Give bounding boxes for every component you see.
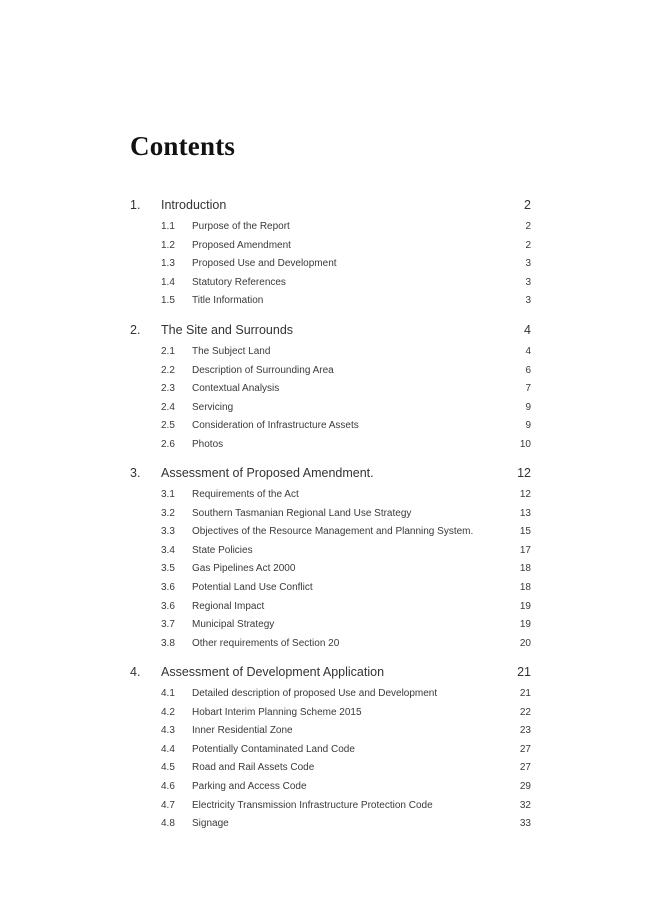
entry-page: 19: [519, 600, 531, 612]
entry-number: 4.8: [161, 818, 175, 830]
entry-number: 4.6: [161, 781, 175, 792]
section-number: 4.: [130, 665, 141, 679]
toc-section[interactable]: [130, 321, 531, 339]
section-number: 1.: [130, 198, 141, 212]
entry-number: 3.7: [161, 619, 175, 631]
entry-title: Purpose of the Report: [192, 221, 290, 232]
toc-entry[interactable]: [130, 722, 531, 740]
toc-section[interactable]: [130, 196, 531, 214]
entry-title: Signage: [192, 818, 229, 830]
toc-entry[interactable]: [130, 778, 531, 796]
entry-number: 1.2: [161, 239, 175, 251]
toc-entry[interactable]: [130, 759, 531, 777]
toc-entry[interactable]: [130, 255, 531, 273]
entry-number: 2.2: [161, 364, 175, 376]
entry-number: 3.3: [161, 526, 175, 538]
entry-title: Gas Pipelines Act 2000: [192, 563, 296, 575]
entry-page: 19: [519, 619, 531, 631]
entry-number: 3.8: [161, 637, 175, 649]
entry-title: Parking and Access Code: [192, 781, 307, 792]
page-title: Contents: [130, 131, 236, 161]
toc-entry[interactable]: [130, 417, 531, 435]
entry-title: Statutory References: [192, 276, 286, 288]
section-number: 2.: [130, 323, 141, 337]
entry-page: 12: [519, 489, 531, 500]
entry-page: 21: [519, 688, 531, 699]
entry-title: Potentially Contaminated Land Code: [192, 743, 355, 755]
section-page: 21: [517, 665, 531, 679]
toc-entry[interactable]: [130, 399, 531, 417]
entry-page: 7: [525, 383, 531, 395]
entry-number: 3.6: [161, 600, 175, 612]
entry-page: 27: [519, 762, 531, 774]
entry-number: 2.4: [161, 401, 175, 413]
toc-entry[interactable]: [130, 560, 531, 578]
entry-page: 3: [525, 295, 531, 307]
entry-title: Electricity Transmission Infrastructure Protection Code: [192, 799, 433, 811]
entry-title: Hobart Interim Planning Scheme 2015: [192, 706, 362, 718]
entry-number: 2.6: [161, 439, 175, 450]
entry-number: 2.3: [161, 383, 175, 395]
entry-number: 1.5: [161, 295, 175, 307]
toc-entry[interactable]: [130, 523, 531, 541]
entry-number: 4.3: [161, 725, 175, 737]
entry-page: 9: [525, 401, 531, 413]
section-number: 3.: [130, 466, 141, 480]
entry-page: 9: [525, 420, 531, 432]
toc-entry[interactable]: [130, 579, 531, 597]
entry-page: 2: [525, 239, 531, 251]
entry-page: 17: [519, 544, 531, 556]
entry-page: 18: [519, 563, 531, 575]
section-title: Assessment of Development Application: [161, 665, 385, 679]
entry-page: 10: [519, 439, 531, 450]
entry-number: 4.2: [161, 706, 175, 718]
toc-entry[interactable]: [130, 635, 531, 653]
entry-title: Servicing: [192, 401, 234, 413]
toc-entry[interactable]: [130, 741, 531, 759]
entry-title: Inner Residential Zone: [192, 725, 293, 737]
toc-entry[interactable]: [130, 436, 531, 454]
toc-entry[interactable]: [130, 797, 531, 815]
entry-number: 3.5: [161, 563, 175, 575]
toc-entry[interactable]: [130, 237, 531, 255]
entry-title: Requirements of the Act: [192, 489, 299, 500]
entry-number: 3.6: [161, 582, 175, 593]
entry-number: 4.5: [161, 762, 175, 774]
toc-entry[interactable]: [130, 486, 531, 504]
entry-title: Photos: [192, 439, 224, 450]
section-page: 4: [524, 323, 531, 337]
entry-page: 15: [519, 526, 531, 538]
entry-number: 1.3: [161, 258, 175, 270]
entry-page: 33: [519, 818, 531, 830]
toc-entry[interactable]: [130, 362, 531, 380]
entry-number: 4.4: [161, 743, 175, 755]
entry-page: 29: [519, 781, 531, 792]
entry-title: Proposed Use and Development: [192, 258, 337, 270]
entry-title: Municipal Strategy: [192, 619, 275, 631]
entry-page: 23: [519, 725, 531, 737]
toc-entry[interactable]: [130, 218, 531, 236]
toc-entry[interactable]: [130, 685, 531, 703]
toc-entry[interactable]: [130, 542, 531, 560]
entry-title: Potential Land Use Conflict: [192, 582, 313, 593]
entry-number: 3.4: [161, 544, 175, 556]
entry-title: State Policies: [192, 544, 253, 556]
entry-title: Description of Surrounding Area: [192, 364, 334, 376]
toc-entry[interactable]: [130, 704, 531, 722]
entry-title: Consideration of Infrastructure Assets: [192, 420, 359, 432]
entry-page: 32: [519, 799, 531, 811]
entry-number: 1.1: [161, 221, 175, 232]
section-title: Introduction: [161, 198, 227, 212]
section-page: 2: [524, 198, 531, 212]
entry-page: 20: [519, 637, 531, 649]
entry-number: 1.4: [161, 276, 175, 288]
entry-title: Objectives of the Resource Management and Planning System.: [192, 526, 474, 538]
toc-entry[interactable]: [130, 505, 531, 523]
entry-title: Southern Tasmanian Regional Land Use Strategy: [192, 507, 412, 519]
entry-page: 6: [525, 364, 531, 376]
entry-page: 27: [519, 743, 531, 755]
entry-number: 2.1: [161, 346, 175, 357]
toc-section[interactable]: [130, 464, 531, 482]
section-title: Assessment of Proposed Amendment.: [161, 466, 374, 480]
entry-number: 3.1: [161, 489, 175, 500]
entry-number: 3.2: [161, 507, 175, 519]
toc-entry[interactable]: [130, 815, 531, 833]
entry-title: Other requirements of Section 20: [192, 637, 340, 649]
entry-title: Regional Impact: [192, 600, 265, 612]
entry-title: Detailed description of proposed Use and Development: [192, 688, 438, 699]
entry-page: 2: [525, 221, 531, 232]
toc-entry[interactable]: [130, 274, 531, 292]
toc-entry[interactable]: [130, 292, 531, 310]
entry-page: 3: [525, 258, 531, 270]
entry-page: 13: [519, 507, 531, 519]
entry-number: 2.5: [161, 420, 175, 432]
section-page: 12: [517, 466, 531, 480]
entry-title: Title Information: [192, 295, 264, 307]
entry-title: The Subject Land: [192, 346, 271, 357]
toc-section[interactable]: [130, 663, 531, 681]
entry-page: 22: [519, 706, 531, 718]
toc-entry[interactable]: [130, 616, 531, 634]
entry-page: 3: [525, 276, 531, 288]
entry-number: 4.7: [161, 799, 175, 811]
toc-entry[interactable]: [130, 343, 531, 361]
entry-title: Road and Rail Assets Code: [192, 762, 315, 774]
toc-entry[interactable]: [130, 380, 531, 398]
entry-title: Proposed Amendment: [192, 239, 291, 251]
entry-page: 4: [525, 346, 531, 357]
entry-page: 18: [519, 582, 531, 593]
entry-title: Contextual Analysis: [192, 383, 280, 395]
toc-entry[interactable]: [130, 598, 531, 616]
entry-number: 4.1: [161, 688, 175, 699]
section-title: The Site and Surrounds: [161, 323, 294, 337]
